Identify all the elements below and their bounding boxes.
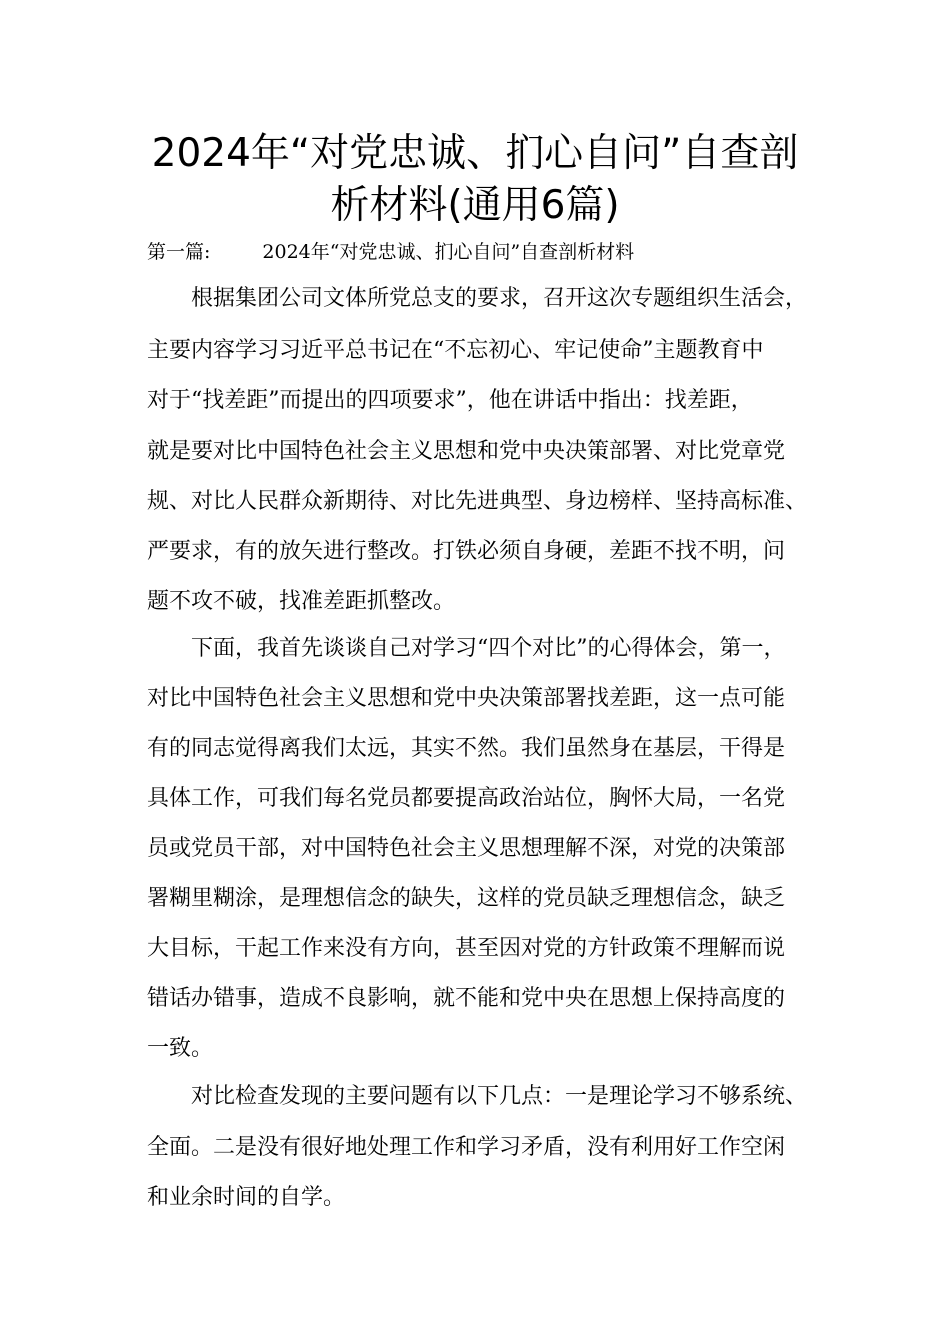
document-title-line-2: 析材料(通用6篇) (330, 183, 620, 228)
text-line: 全面。二是没有很好地处理工作和学习矛盾，没有利用好工作空闲 (147, 1135, 786, 1160)
text-line: 对比检查发现的主要问题有以下几点：一是理论学习不够系统、 (191, 1084, 808, 1109)
section-heading (147, 238, 634, 266)
text-line: 有的同志觉得离我们太远，其实不然。我们虽然身在基层，干得是 (147, 736, 786, 761)
text-line: 错话办错事，造成不良影响，就不能和党中央在思想上保持高度的 (147, 986, 786, 1011)
text-line: 规、对比人民群众新期待、对比先进典型、身边榜样、坚持高标准、 (147, 489, 808, 514)
section-title: 2024年“对党忠诚、扪心自问”自查剖析材料 (262, 241, 635, 263)
text-line: 题不攻不破，找准差距抓整改。 (147, 589, 456, 614)
text-line: 大目标，干起工作来没有方向，甚至因对党的方针政策不理解而说 (147, 936, 786, 961)
text-line: 根据集团公司文体所党总支的要求，召开这次专题组织生活会， (191, 286, 808, 311)
text-line: 对于“找差距”而提出的四项要求”，他在讲话中指出：找差距， (147, 388, 753, 413)
text-line: 具体工作，可我们每名党员都要提高政治站位，胸怀大局，一名党 (147, 786, 786, 811)
document-title-line-1: 2024年“对党忠诚、扪心自问”自查剖 (151, 131, 799, 176)
text-line: 和业余时间的自学。 (147, 1185, 346, 1210)
text-line: 署糊里糊涂，是理想信念的缺失，这样的党员缺乏理想信念，缺乏 (147, 886, 786, 911)
text-line: 员或党员干部，对中国特色社会主义思想理解不深，对党的决策部 (147, 836, 786, 861)
text-line: 下面，我首先谈谈自己对学习“四个对比”的心得体会，第一， (191, 636, 786, 661)
section-label: 第一篇: (147, 241, 211, 263)
text-line: 对比中国特色社会主义思想和党中央决策部署找差距，这一点可能 (147, 686, 786, 711)
text-line: 一致。 (147, 1036, 214, 1061)
text-line: 就是要对比中国特色社会主义思想和党中央决策部署、对比党章党 (147, 439, 786, 464)
text-line: 主要内容学习习近平总书记在“不忘初心、牢记使命”主题教育中 (147, 338, 764, 363)
text-line: 严要求，有的放矢进行整改。打铁必须自身硬，差距不找不明，问 (147, 539, 786, 564)
